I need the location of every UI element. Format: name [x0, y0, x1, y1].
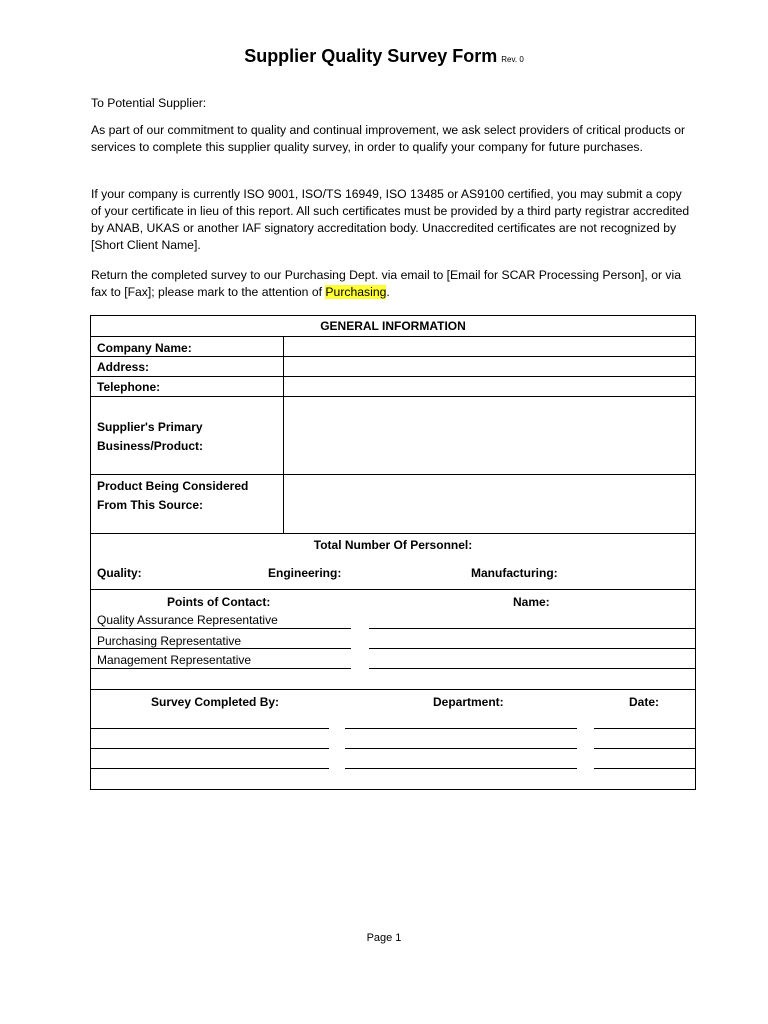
purchasing-highlight: Purchasing [325, 285, 387, 299]
primary-business-label-line2: Business/Product: [97, 439, 204, 453]
salutation: To Potential Supplier: [91, 96, 207, 110]
intro-paragraph-2: If your company is currently ISO 9001, ISO/TS 16949, ISO 13485 or AS9100 certified, you may submit a copy of your certificate in lieu of this report. All such certificates must be provided by a third party registrar accredited by ANAB, UKAS or another IAF signatory accreditation body. Unaccredited certificates are not recognized by [Short Client Name]. [91, 187, 690, 252]
address-label: Address: [97, 360, 150, 374]
primary-business-label-line1: Supplier's Primary [97, 420, 203, 434]
general-info-form [90, 315, 696, 790]
row-divider [91, 589, 695, 590]
date-field[interactable] [594, 768, 695, 769]
completed-by-field[interactable] [91, 728, 329, 729]
intro-paragraph-1: As part of our commitment to quality and continual improvement, we ask select providers of critical products or services to complete this supplier quality survey, in order to qualify your company for future purchases. [91, 123, 686, 154]
manufacturing-personnel-label: Manufacturing: [471, 566, 558, 580]
engineering-personnel-label: Engineering: [268, 566, 342, 580]
telephone-field[interactable] [284, 377, 695, 396]
telephone-label: Telephone: [97, 380, 161, 394]
row-divider [91, 533, 695, 534]
personnel-heading: Total Number Of Personnel: [313, 538, 473, 552]
product-considered-label-line1: Product Being Considered [97, 479, 249, 493]
quality-personnel-label: Quality: [97, 566, 142, 580]
row-divider [91, 689, 695, 690]
general-info-heading: GENERAL INFORMATION [320, 319, 466, 333]
company-name-label: Company Name: [97, 341, 192, 355]
survey-completed-by-label: Survey Completed By: [151, 695, 280, 709]
address-field[interactable] [284, 357, 695, 376]
department-field[interactable] [345, 768, 577, 769]
purchasing-representative-line [91, 648, 351, 649]
completed-by-field[interactable] [91, 748, 329, 749]
qa-representative-line [91, 628, 351, 629]
management-representative-label: Management Representative [97, 653, 252, 667]
form-title-block [0, 46, 768, 67]
date-label: Date: [629, 695, 660, 709]
page-number: Page 1 [366, 932, 402, 944]
purchasing-representative-label: Purchasing Representative [97, 634, 242, 648]
product-considered-field[interactable] [284, 475, 695, 533]
intro-paragraph-3-end: . [386, 285, 390, 299]
management-representative-line [91, 668, 351, 669]
intro-paragraph-3-text: Return the completed survey to our Purchasing Dept. via email to [Email for SCAR Processing Person], or via fax to [Fax]; please mark to the attention of [91, 268, 681, 299]
revision-label: Rev. 0 [501, 55, 524, 64]
qa-representative-name-field[interactable] [369, 628, 695, 629]
purchasing-representative-name-field[interactable] [369, 648, 695, 649]
department-label: Department: [433, 695, 504, 709]
intro-paragraph-3 [91, 267, 691, 301]
date-field[interactable] [594, 728, 695, 729]
date-field[interactable] [594, 748, 695, 749]
company-name-field[interactable] [284, 337, 695, 356]
form-title: Supplier Quality Survey Form [244, 46, 498, 66]
points-of-contact-label: Points of Contact: [167, 595, 271, 609]
qa-representative-label: Quality Assurance Representative [97, 613, 278, 627]
contact-name-label: Name: [513, 595, 550, 609]
primary-business-field[interactable] [284, 397, 695, 474]
department-field[interactable] [345, 748, 577, 749]
management-representative-name-field[interactable] [369, 668, 695, 669]
product-considered-label-line2: From This Source: [97, 498, 204, 512]
completed-by-field[interactable] [91, 768, 329, 769]
department-field[interactable] [345, 728, 577, 729]
